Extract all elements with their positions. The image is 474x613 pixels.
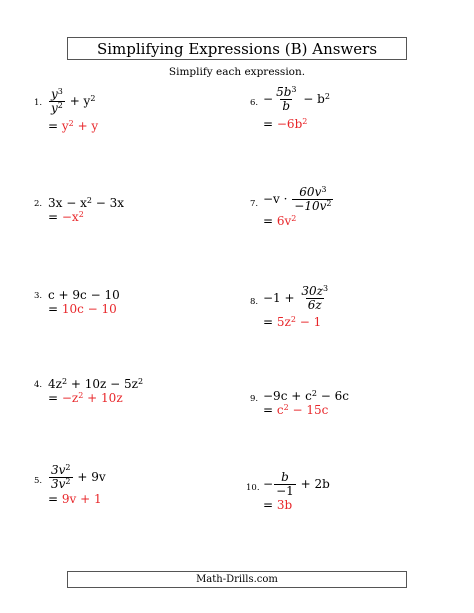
problem-number: 2. bbox=[34, 199, 43, 209]
problem-number: 10. bbox=[246, 483, 260, 493]
fraction: $\frac{b}{-1}$ bbox=[276, 470, 294, 498]
problem-answer: = 10c − 10 bbox=[48, 302, 117, 316]
problem-answer: = 3b bbox=[263, 498, 293, 512]
fraction: $\frac{60v^3}{-10v^2}$ bbox=[294, 185, 332, 213]
problem-answer: = 9v + 1 bbox=[48, 492, 102, 506]
fraction: $\frac{5b^3}{b}$ bbox=[276, 85, 297, 113]
instructions: Simplify each expression. bbox=[168, 66, 306, 78]
problem-answer: = $-x^2$ bbox=[48, 210, 84, 224]
problem-expression: $-9c + c^2 - 6c$ bbox=[263, 389, 349, 403]
fraction: $\frac{y^3}{y^2}$ bbox=[51, 87, 63, 115]
problem-expression: $\frac{3v^2}{3v^2}$ + 9v bbox=[51, 463, 106, 491]
problem-expression: −v · $\frac{60v^3}{-10v^2}$ bbox=[263, 185, 332, 213]
problem-expression: $\frac{y^3}{y^2}$ + $y^2$ bbox=[51, 87, 96, 115]
problem-answer: = $y^2 + y$ bbox=[48, 119, 99, 133]
fraction: $\frac{3v^2}{3v^2}$ bbox=[51, 463, 71, 491]
problem-answer: = $c^2 - 15c$ bbox=[263, 403, 329, 417]
problem-answer: = $5z^2 - 1$ bbox=[263, 315, 322, 329]
footer-box bbox=[67, 571, 407, 588]
problem-expression: c + 9c − 10 bbox=[48, 288, 120, 302]
problem-number: 5. bbox=[34, 476, 43, 486]
problem-expression: − $\frac{b}{-1}$ + 2b bbox=[263, 470, 330, 498]
worksheet-title: Simplifying Expressions (B) Answers bbox=[96, 39, 378, 58]
problem-number: 1. bbox=[34, 98, 43, 108]
problem-expression: $3x - x^2 - 3x$ bbox=[48, 196, 125, 210]
problem-answer: = $-6b^2$ bbox=[263, 117, 308, 131]
problem-expression: − $\frac{5b^3}{b}$ − $b^2$ bbox=[263, 85, 330, 113]
problem-expression: $4z^2 + 10z - 5z^2$ bbox=[48, 377, 144, 391]
problem-answer: = $6v^2$ bbox=[263, 214, 297, 228]
problem-expression: −1 + $\frac{30z^3}{6z}$ bbox=[263, 284, 329, 312]
footer-site: Math-Drills.com bbox=[196, 574, 278, 585]
problem-number: 7. bbox=[250, 199, 259, 209]
problem-number: 6. bbox=[250, 98, 259, 108]
fraction: $\frac{30z^3}{6z}$ bbox=[301, 284, 329, 312]
problem-number: 4. bbox=[34, 380, 43, 390]
problem-number: 8. bbox=[250, 297, 259, 307]
worksheet-title-box bbox=[67, 37, 407, 60]
problem-number: 9. bbox=[250, 394, 259, 404]
problem-answer: = $-z^2 + 10z$ bbox=[48, 391, 123, 405]
problem-number: 3. bbox=[34, 291, 43, 301]
